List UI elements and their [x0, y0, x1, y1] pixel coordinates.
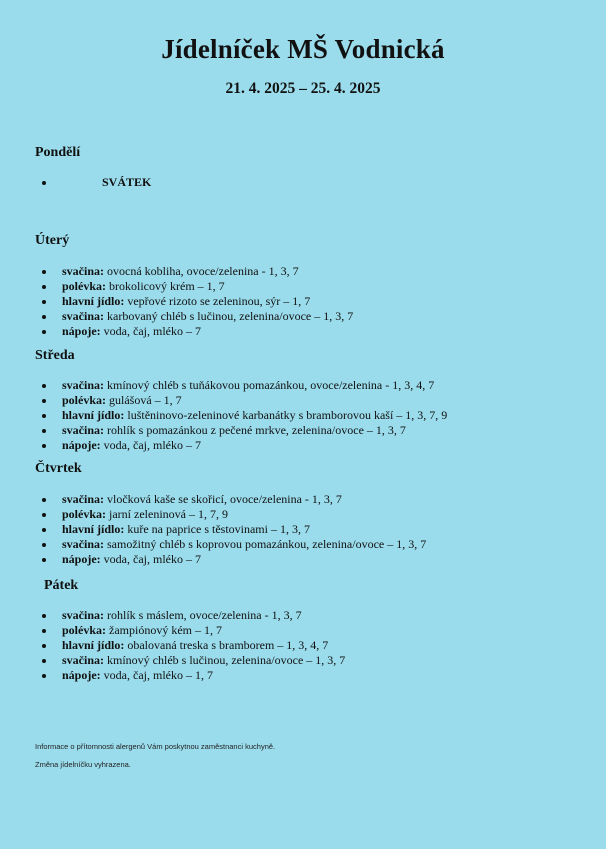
- thursday-menu-list: [38, 492, 426, 567]
- allergen-note: Informace o přítomnosti alergenů Vám poskytnou zaměstnanci kuchyně.: [35, 742, 276, 751]
- day-heading-tuesday: Úterý: [35, 233, 70, 248]
- holiday-label: SVÁTEK: [102, 175, 152, 189]
- list-item: svačina: kmínový chléb s tuňákovou pomazánkou, ovoce/zelenina - 1, 3, 4, 7: [38, 378, 447, 393]
- day-heading-thursday: Čtvrtek: [35, 461, 82, 476]
- list-item: nápoje: voda, čaj, mléko – 7: [38, 324, 353, 339]
- list-item: hlavní jídlo: luštěninovo-zeleninové karbanátky s bramborovou kaší – 1, 3, 7, 9: [38, 408, 447, 423]
- date-range: 21. 4. 2025 – 25. 4. 2025: [225, 80, 381, 97]
- list-item: polévka: gulášová – 1, 7: [38, 393, 447, 408]
- tuesday-menu-list: [38, 264, 353, 339]
- day-heading-wednesday: Středa: [35, 348, 75, 363]
- list-item: svačina: samožitný chléb s koprovou pomazánkou, zelenina/ovoce – 1, 3, 7: [38, 537, 426, 552]
- day-heading-friday: Pátek: [44, 578, 79, 593]
- list-item: polévka: žampiónový kém – 1, 7: [38, 623, 345, 638]
- list-item: nápoje: voda, čaj, mléko – 7: [38, 552, 426, 567]
- list-item: polévka: brokolicový krém – 1, 7: [38, 279, 353, 294]
- page-title: Jídelníček MŠ Vodnická: [161, 34, 445, 64]
- list-item: svačina: kmínový chléb s lučinou, zelenina/ovoce – 1, 3, 7: [38, 653, 345, 668]
- list-item: hlavní jídlo: obalovaná treska s bramborem – 1, 3, 4, 7: [38, 638, 345, 653]
- wednesday-menu-list: [38, 378, 447, 453]
- list-item: svačina: rohlík s pomazánkou z pečené mrkve, zelenina/ovoce – 1, 3, 7: [38, 423, 447, 438]
- list-item: nápoje: voda, čaj, mléko – 1, 7: [38, 668, 345, 683]
- day-heading-monday: Pondělí: [35, 145, 81, 160]
- list-item: svačina: rohlík s máslem, ovoce/zelenina - 1, 3, 7: [38, 608, 345, 623]
- change-note: Změna jídelníčku vyhrazena.: [35, 760, 131, 769]
- friday-menu-list: [38, 608, 345, 683]
- list-item: hlavní jídlo: kuře na paprice s těstovinami – 1, 3, 7: [38, 522, 426, 537]
- list-item: svačina: vločková kaše se skořicí, ovoce/zelenina - 1, 3, 7: [38, 492, 426, 507]
- list-item: nápoje: voda, čaj, mléko – 7: [38, 438, 447, 453]
- list-item: hlavní jídlo: vepřové rizoto se zeleninou, sýr – 1, 7: [38, 294, 353, 309]
- list-item: svačina: karbovaný chléb s lučinou, zelenina/ovoce – 1, 3, 7: [38, 309, 353, 324]
- list-item: svačina: ovocná kobliha, ovoce/zelenina - 1, 3, 7: [38, 264, 353, 279]
- list-item: polévka: jarní zeleninová – 1, 7, 9: [38, 507, 426, 522]
